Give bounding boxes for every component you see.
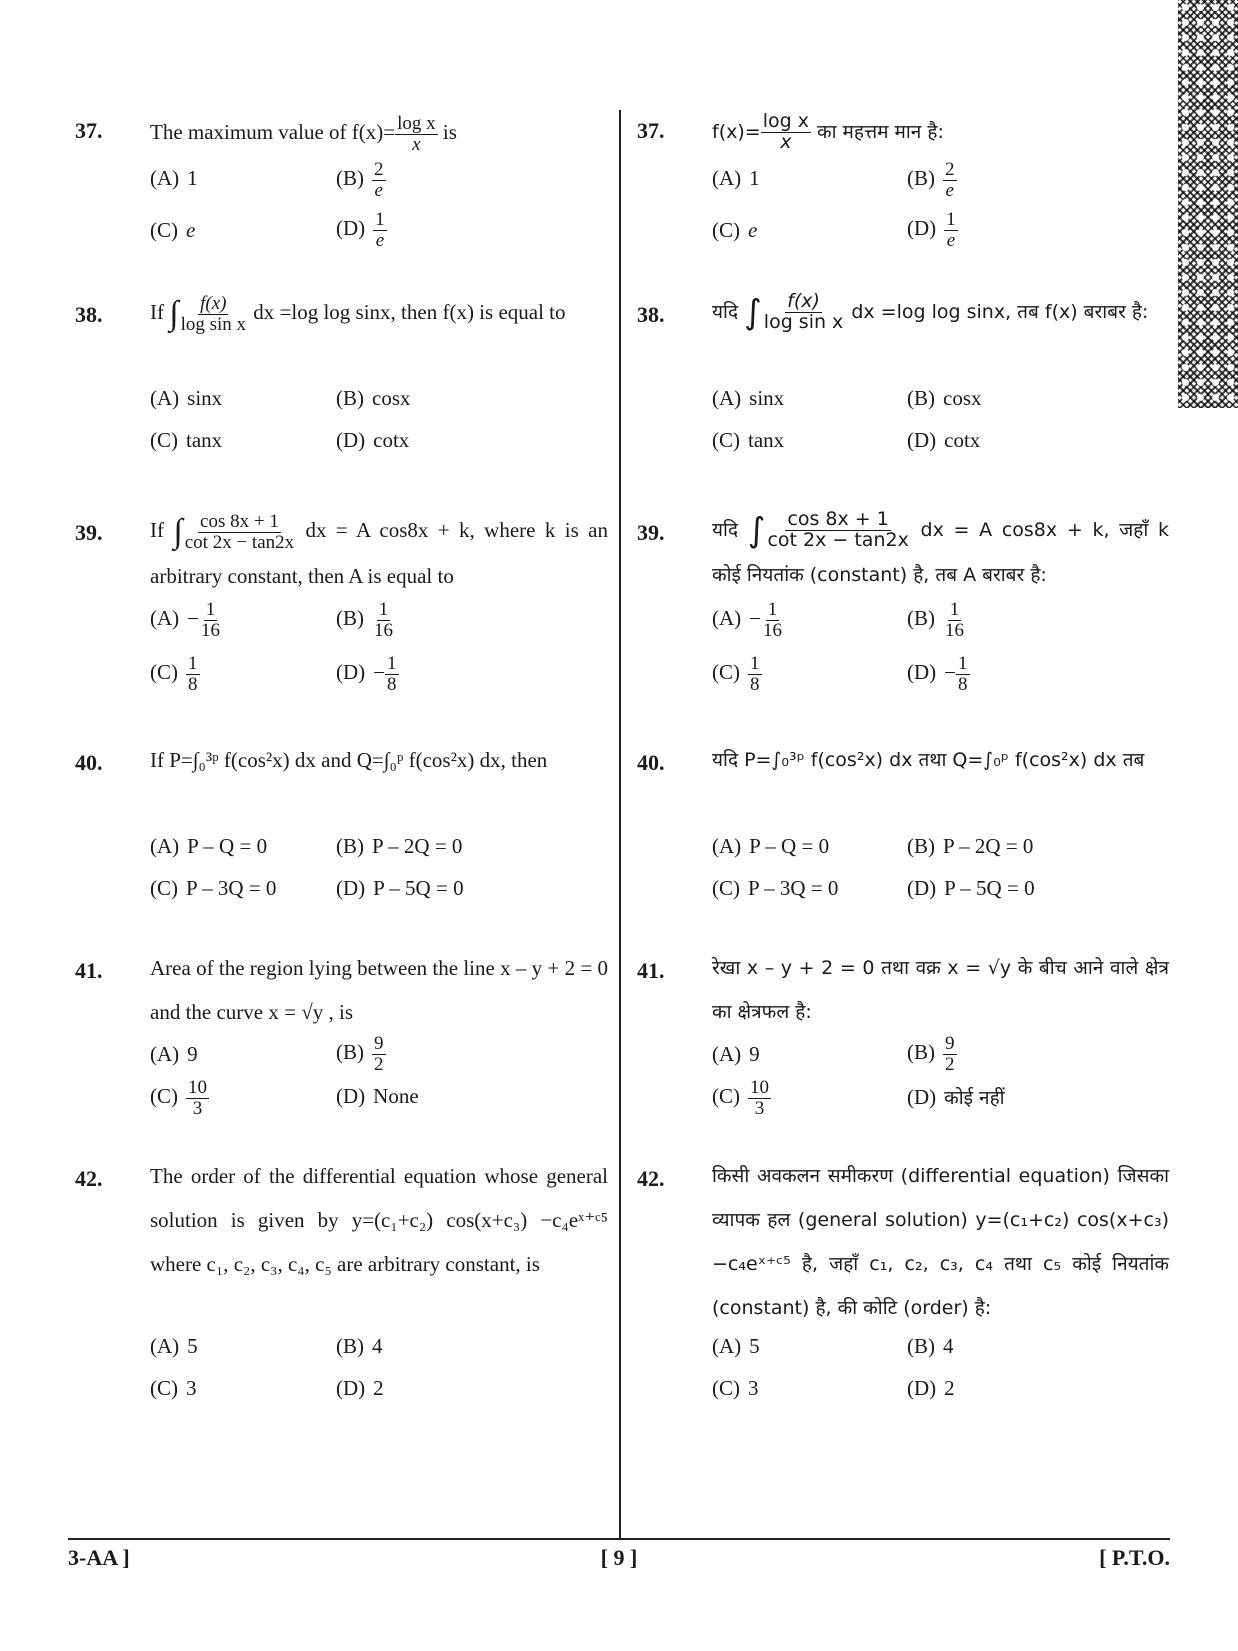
question-number: 40. xyxy=(75,750,103,775)
question-text: यदि P=∫₀³ᵖ f(cos²x) dx तथा Q=∫₀ᵖ f(cos²x) dx तब xyxy=(712,749,1145,771)
question-text: If P=∫₀³ᵖ f(cos²x) dx and Q=∫₀ᵖ f(cos²x) dx, then xyxy=(150,748,548,772)
question-number: 37. xyxy=(637,118,665,143)
option-c[interactable]: (C) P – 3Q = 0 xyxy=(150,876,277,900)
option-b[interactable]: (B) $\frac{2}{e}$ xyxy=(907,159,955,201)
question-number: 39. xyxy=(75,520,103,545)
option-c[interactable]: (C) $\frac{1}{8}$ xyxy=(150,653,198,695)
option-b[interactable]: (B) $\frac{2}{e}$ xyxy=(336,159,384,201)
question-text: रेखा x – y + 2 = 0 तथा वक्र x = √y के बीच आने वाले क्षेत्र का क्षेत्रफल है: xyxy=(712,957,1169,1023)
option-b[interactable]: (B) cosx xyxy=(907,386,982,410)
option-b[interactable]: (B) P – 2Q = 0 xyxy=(907,834,1034,858)
option-d[interactable]: (D) cotx xyxy=(336,428,410,452)
decorative-border-pattern xyxy=(1178,0,1238,408)
question-text: यदि ∫ $\frac{\cos 8x + 1}{\cot 2x - \tan 2x}$ dx = A cos8x + k, जहाँ k कोई नियतांक (constant) है, तब A बराबर है: xyxy=(712,508,1169,586)
option-d[interactable]: (D) − $\frac{1}{8}$ xyxy=(336,653,397,695)
option-a[interactable]: (A) 1 xyxy=(150,166,198,190)
option-c[interactable]: (C) e xyxy=(150,218,196,242)
question-text: किसी अवकलन समीकरण (differential equation) जिसका व्यापक हल (general solution) y=(c₁+c₂) cos(x+c₃) −c₄eˣ⁺ᶜ⁵ है, जहाँ c₁, c₂, c₃, c₄ तथा c₅ कोई नियतांक (constant) है, की कोटि (order) है: xyxy=(712,1165,1169,1319)
option-d[interactable]: (D) None xyxy=(336,1084,419,1108)
option-a[interactable]: (A) 1 xyxy=(712,166,760,190)
option-a[interactable]: (A) 5 xyxy=(712,1334,760,1358)
option-a[interactable]: (A) 9 xyxy=(712,1042,760,1066)
option-c[interactable]: (C) $\frac{10}{3}$ xyxy=(712,1077,769,1119)
option-d[interactable]: (D) 2 xyxy=(907,1376,955,1400)
question-number: 42. xyxy=(75,1166,103,1191)
question-text: Area of the region lying between the line x – y + 2 = 0 and the curve x = √y , is xyxy=(150,956,608,1024)
option-a[interactable]: (A) − $\frac{1}{16}$ xyxy=(150,599,220,641)
option-b[interactable]: (B) $\frac{9}{2}$ xyxy=(907,1033,955,1075)
option-d[interactable]: (D) P – 5Q = 0 xyxy=(336,876,464,900)
footer-rule xyxy=(68,1538,1170,1540)
question-number: 37. xyxy=(75,118,103,143)
option-b[interactable]: (B) 4 xyxy=(336,1334,383,1358)
question-number: 41. xyxy=(637,958,665,983)
option-d[interactable]: (D) − $\frac{1}{8}$ xyxy=(907,653,968,695)
question-number: 40. xyxy=(637,750,665,775)
option-c[interactable]: (C) 3 xyxy=(150,1376,197,1400)
option-d[interactable]: (D) cotx xyxy=(907,428,981,452)
option-c[interactable]: (C) P – 3Q = 0 xyxy=(712,876,839,900)
question-text: The maximum value of f(x)= $\frac{\text{log x}}{x}$ is xyxy=(150,112,457,155)
option-a[interactable]: (A) sinx xyxy=(712,386,785,410)
option-c[interactable]: (C) tanx xyxy=(150,428,223,452)
option-a[interactable]: (A) P – Q = 0 xyxy=(150,834,268,858)
option-b[interactable]: (B) $\frac{1}{16}$ xyxy=(336,599,393,641)
option-a[interactable]: (A) sinx xyxy=(150,386,223,410)
option-b[interactable]: (B) $\frac{9}{2}$ xyxy=(336,1033,384,1075)
option-b[interactable]: (B) P – 2Q = 0 xyxy=(336,834,463,858)
option-d[interactable]: (D) 2 xyxy=(336,1376,384,1400)
option-d[interactable]: (D) $\frac{1}{e}$ xyxy=(336,209,385,251)
option-c[interactable]: (C) $\frac{10}{3}$ xyxy=(150,1077,207,1119)
option-a[interactable]: (A) 5 xyxy=(150,1334,198,1358)
option-c[interactable]: (C) tanx xyxy=(712,428,785,452)
option-c[interactable]: (C) e xyxy=(712,218,758,242)
option-b[interactable]: (B) $\frac{1}{16}$ xyxy=(907,599,964,641)
column-divider xyxy=(619,110,621,1540)
booklet-code: 3-AA ] xyxy=(68,1545,130,1570)
option-d[interactable]: (D) P – 5Q = 0 xyxy=(907,876,1035,900)
question-number: 39. xyxy=(637,520,665,545)
question-number: 38. xyxy=(637,302,665,327)
page-number: [ 9 ] xyxy=(600,1545,638,1570)
option-b[interactable]: (B) cosx xyxy=(336,386,411,410)
option-c[interactable]: (C) 3 xyxy=(712,1376,759,1400)
question-text: The order of the differential equation whose general solution is given by y=(c₁+c₂) cos(x+c₃) −c₄eˣ⁺ᶜ⁵ where c₁, c₂, c₃, c₄, c₅ are arbitrary constant, is xyxy=(150,1164,608,1276)
question-text: If ∫ $\frac{f(x)}{\text{log sin x}}$ dx =log log sinx, then f(x) is equal to xyxy=(150,292,566,335)
option-a[interactable]: (A) − $\frac{1}{16}$ xyxy=(712,599,782,641)
option-c[interactable]: (C) $\frac{1}{8}$ xyxy=(712,653,760,695)
option-d[interactable]: (D) कोई नहीं xyxy=(907,1085,1005,1109)
option-d[interactable]: (D) $\frac{1}{e}$ xyxy=(907,209,956,251)
question-text: यदि ∫ $\frac{f(x)}{\text{log sin x}}$ dx =log log sinx, तब f(x) बराबर है: xyxy=(712,290,1149,333)
option-a[interactable]: (A) P – Q = 0 xyxy=(712,834,830,858)
question-text: If ∫ $\frac{\cos 8x + 1}{\cot 2x - \tan 2x}$ dx = A cos8x + k, where k is an arbitrary constant, then A is equal to xyxy=(150,510,609,589)
question-text: f(x)= $\frac{\text{log x}}{x}$ का महत्तम मान है: xyxy=(712,110,944,153)
question-number: 41. xyxy=(75,958,103,983)
question-number: 42. xyxy=(637,1166,665,1191)
question-number: 38. xyxy=(75,302,103,327)
option-b[interactable]: (B) 4 xyxy=(907,1334,954,1358)
fraction: $\frac{\text{log x}}{x}$ xyxy=(397,112,436,155)
pto-label: [ P.T.O. xyxy=(1099,1545,1170,1570)
option-a[interactable]: (A) 9 xyxy=(150,1042,198,1066)
